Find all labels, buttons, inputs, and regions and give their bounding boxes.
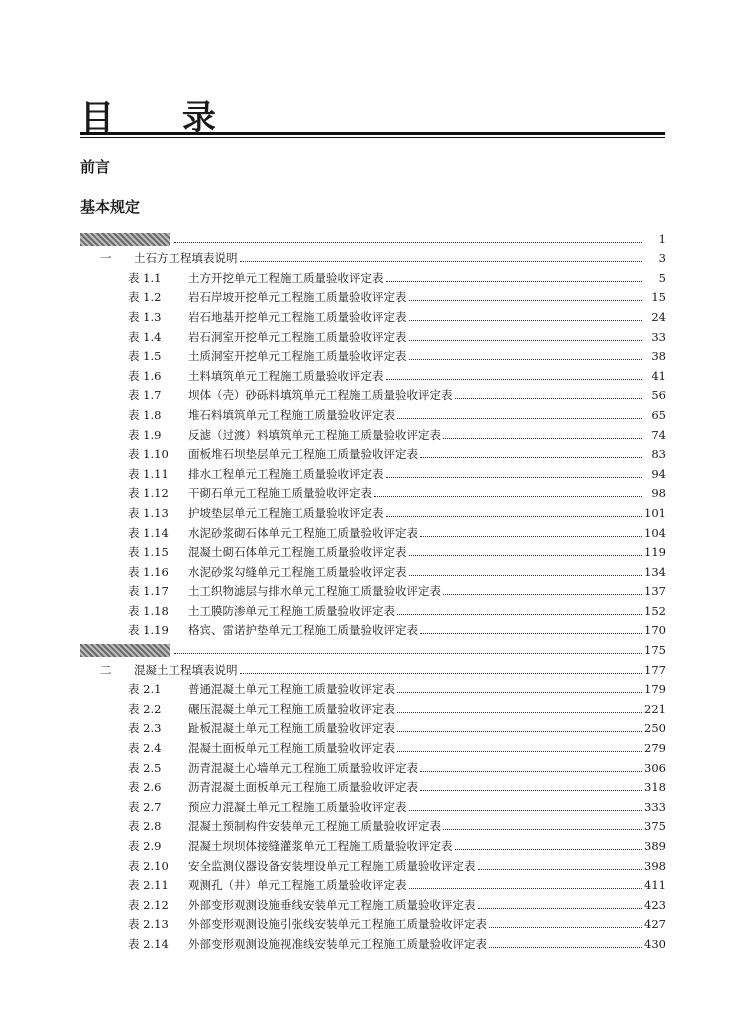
- toc-page-number: 104: [644, 525, 666, 540]
- toc-leader-dots: [420, 457, 642, 458]
- toc-leader-dots: [409, 320, 643, 321]
- toc-entry-item[interactable]: [80, 833, 666, 853]
- toc-entry-title: 沥青混凝土心墙单元工程施工质量验收评定表: [188, 760, 418, 775]
- toc-leader-dots: [409, 555, 643, 556]
- toc-entry-number: 表 2.1: [128, 682, 162, 697]
- toc-leader-dots: [174, 242, 642, 243]
- toc-leader-dots: [174, 653, 642, 654]
- toc-leader-dots: [397, 731, 642, 732]
- toc-leader-dots: [397, 418, 642, 419]
- toc-entry-chapter[interactable]: [80, 226, 666, 246]
- toc-entry-item[interactable]: [80, 324, 666, 344]
- toc-entry-number: 表 1.5: [128, 349, 162, 364]
- toc-leader-dots: [386, 516, 643, 517]
- toc-entry-item[interactable]: [80, 618, 666, 638]
- toc-entry-number: 表 1.7: [128, 388, 162, 403]
- toc-entry-section[interactable]: [80, 657, 666, 677]
- toc-leader-dots: [386, 477, 643, 478]
- toc-entry-section[interactable]: [80, 246, 666, 266]
- toc-page-number: 38: [651, 349, 666, 364]
- toc-entry-title: 外部变形观测设施引张线安装单元工程施工质量验收评定表: [188, 917, 487, 932]
- toc-entry-title: 土方开挖单元工程施工质量验收评定表: [188, 270, 384, 285]
- toc-leader-dots: [443, 829, 642, 830]
- toc-entry-number: 表 1.15: [128, 545, 169, 560]
- toc-page-number: 3: [658, 251, 666, 266]
- toc-entry-number: 表 1.18: [128, 603, 169, 618]
- toc-entry-number: 表 2.4: [128, 741, 162, 756]
- toc-entry-item[interactable]: [80, 344, 666, 364]
- toc-leader-dots: [489, 927, 642, 928]
- toc-entry-number: 表 1.1: [128, 270, 162, 285]
- toc-entry-title: 坝体（壳）砂砾料填筑单元工程施工质量验收评定表: [188, 388, 453, 403]
- toc-leader-dots: [409, 888, 643, 889]
- toc-entry-title: 土工膜防渗单元工程施工质量验收评定表: [188, 603, 395, 618]
- toc-entry-title: 排水工程单元工程施工质量验收评定表: [188, 466, 384, 481]
- toc-entry-title: 水泥砂浆砌石体单元工程施工质量验收评定表: [188, 525, 418, 540]
- basic-rules-heading: 基本规定: [80, 198, 141, 216]
- toc-entry-title: 普通混凝土单元工程施工质量验收评定表: [188, 682, 395, 697]
- toc-entry-title: 护坡垫层单元工程施工质量验收评定表: [188, 505, 384, 520]
- chapter-heading-obscured: [80, 644, 170, 657]
- toc-entry-item[interactable]: [80, 500, 666, 520]
- toc-entry-number: 表 2.9: [128, 839, 162, 853]
- toc-page-number: 152: [644, 603, 666, 618]
- toc-entry-number: 表 1.8: [128, 407, 162, 422]
- toc-entry-number: 表 2.8: [128, 819, 162, 834]
- toc-entry-item[interactable]: [80, 304, 666, 324]
- toc-page-number: 427: [644, 917, 666, 932]
- toc-entry-item[interactable]: [80, 873, 666, 893]
- toc-entry-number: 表 2.11: [128, 878, 169, 893]
- toc-entry-title: 外部变形观测设施垂线安装单元工程施工质量验收评定表: [188, 897, 476, 912]
- toc-leader-dots: [409, 575, 643, 576]
- toc-leader-dots: [420, 633, 642, 634]
- toc-leader-dots: [409, 359, 643, 360]
- toc-entry-title: 混凝土砌石体单元工程施工质量验收评定表: [188, 545, 407, 560]
- toc-entry-item[interactable]: [80, 363, 666, 383]
- toc-entry-item[interactable]: [80, 520, 666, 540]
- toc-entry-title: 混凝土工程填表说明: [134, 662, 238, 677]
- toc-entry-item[interactable]: [80, 383, 666, 403]
- toc-entry-item[interactable]: [80, 285, 666, 305]
- toc-entry-item[interactable]: [80, 481, 666, 501]
- toc-leader-dots: [409, 300, 643, 301]
- toc-leader-dots: [386, 281, 643, 282]
- toc-leader-dots: [409, 340, 643, 341]
- toc-entry-item[interactable]: [80, 755, 666, 775]
- chapter-heading-obscured: [80, 233, 170, 246]
- toc-page-number: 24: [651, 309, 666, 324]
- toc-entry-item[interactable]: [80, 559, 666, 579]
- toc-entry-chapter[interactable]: [80, 637, 666, 657]
- toc-entry-title: 土石方工程填表说明: [134, 251, 238, 266]
- toc-page-number: 94: [651, 466, 666, 481]
- toc-leader-dots: [240, 673, 643, 674]
- toc-page-number: 98: [651, 486, 666, 501]
- toc-entry-number: 表 2.5: [128, 760, 162, 775]
- toc-entry-item[interactable]: [80, 461, 666, 481]
- toc-leader-dots: [420, 771, 642, 772]
- toc-entry-number: 表 1.13: [128, 505, 169, 520]
- toc-entry-item[interactable]: [80, 402, 666, 422]
- toc-entry-number: 表 2.14: [128, 936, 169, 951]
- toc-entry-title: 堆石料填筑单元工程施工质量验收评定表: [188, 407, 395, 422]
- toc-list: [80, 226, 666, 951]
- toc-entry-title: 岩石地基开挖单元工程施工质量验收评定表: [188, 309, 407, 324]
- toc-entry-item[interactable]: [80, 540, 666, 560]
- toc-entry-item[interactable]: [80, 912, 666, 932]
- toc-page-number: 33: [651, 329, 666, 344]
- title-rule-thin: [80, 137, 665, 138]
- toc-page-number: 398: [644, 858, 666, 873]
- toc-leader-dots: [374, 496, 642, 497]
- toc-entry-item[interactable]: [80, 814, 666, 834]
- toc-entry-title: 安全监测仪器设备安装埋设单元工程施工质量验收评定表: [188, 858, 476, 873]
- toc-entry-title: 混凝土预制构件安装单元工程施工质量验收评定表: [188, 819, 441, 834]
- preface-heading: 前言: [80, 158, 111, 176]
- toc-page-number: 56: [651, 388, 666, 403]
- toc-entry-title: 水泥砂浆勾缝单元工程施工质量验收评定表: [188, 564, 407, 579]
- toc-entry-item[interactable]: [80, 696, 666, 716]
- toc-entry-item[interactable]: [80, 442, 666, 462]
- toc-entry-title: 干砌石单元工程施工质量验收评定表: [188, 486, 372, 501]
- toc-entry-number: 表 1.2: [128, 290, 162, 305]
- toc-entry-item[interactable]: [80, 735, 666, 755]
- toc-page-number: 177: [644, 662, 666, 677]
- toc-entry-title: 混凝土坝坝体接缝灌浆单元工程施工质量验收评定表: [188, 839, 453, 853]
- toc-entry-number: 表 2.10: [128, 858, 169, 873]
- toc-entry-title: 岩石岸坡开挖单元工程施工质量验收评定表: [188, 290, 407, 305]
- toc-entry-number: 表 2.12: [128, 897, 169, 912]
- toc-leader-dots: [420, 790, 642, 791]
- toc-leader-dots: [386, 379, 643, 380]
- toc-page-number: 411: [644, 878, 666, 893]
- toc-page-number: 1: [658, 231, 666, 246]
- toc-entry-number: 二: [100, 662, 112, 677]
- toc-leader-dots: [455, 849, 643, 850]
- toc-leader-dots: [443, 594, 642, 595]
- page-title: 目 录: [80, 98, 244, 138]
- toc-entry-item[interactable]: [80, 579, 666, 599]
- toc-entry-item[interactable]: [80, 598, 666, 618]
- toc-page-number: 423: [644, 897, 666, 912]
- toc-page-number: 101: [644, 505, 666, 520]
- toc-entry-title: 外部变形观测设施视准线安装单元工程施工质量验收评定表: [188, 936, 487, 951]
- toc-page-number: 170: [644, 623, 666, 638]
- toc-entry-item[interactable]: [80, 892, 666, 912]
- toc-page-number: 83: [651, 447, 666, 462]
- toc-entry-title: 岩石洞室开挖单元工程施工质量验收评定表: [188, 329, 407, 344]
- toc-page-number: 318: [644, 780, 666, 795]
- toc-entry-title: 土料填筑单元工程施工质量验收评定表: [188, 368, 384, 383]
- toc-entry-number: 表 2.13: [128, 917, 169, 932]
- toc-page-number: 15: [651, 290, 666, 305]
- toc-page-number: 179: [644, 682, 666, 697]
- toc-leader-dots: [397, 751, 642, 752]
- toc-leader-dots: [489, 947, 642, 948]
- toc-entry-item[interactable]: [80, 794, 666, 814]
- toc-entry-number: 表 1.6: [128, 368, 162, 383]
- toc-entry-number: 表 2.3: [128, 721, 162, 736]
- toc-page-number: 389: [644, 839, 666, 853]
- toc-entry-number: 一: [100, 251, 112, 266]
- toc-entry-item[interactable]: [80, 265, 666, 285]
- toc-page-number: 279: [644, 741, 666, 756]
- toc-leader-dots: [455, 398, 643, 399]
- toc-entry-title: 混凝土面板单元工程施工质量验收评定表: [188, 741, 395, 756]
- toc-page-number: 41: [651, 368, 666, 383]
- toc-page-number: 375: [644, 819, 666, 834]
- toc-entry-number: 表 1.9: [128, 427, 162, 442]
- toc-entry-title: 碾压混凝土单元工程施工质量验收评定表: [188, 701, 395, 716]
- toc-page-number: 333: [644, 799, 666, 814]
- toc-entry-item[interactable]: [80, 931, 666, 951]
- toc-leader-dots: [443, 438, 642, 439]
- toc-entry-number: 表 1.19: [128, 623, 169, 638]
- toc-entry-item[interactable]: [80, 677, 666, 697]
- toc-entry-title: 面板堆石坝垫层单元工程施工质量验收评定表: [188, 447, 418, 462]
- toc-page-number: 306: [644, 760, 666, 775]
- toc-page-number: 430: [644, 936, 666, 951]
- toc-page-number: 221: [644, 701, 666, 716]
- toc-entry-number: 表 2.6: [128, 780, 162, 795]
- toc-entry-item[interactable]: [80, 775, 666, 795]
- toc-entry-title: 反滤（过渡）料填筑单元工程施工质量验收评定表: [188, 427, 441, 442]
- toc-page-number: 5: [658, 270, 666, 285]
- toc-entry-number: 表 2.7: [128, 799, 162, 814]
- toc-entry-number: 表 1.4: [128, 329, 162, 344]
- toc-entry-number: 表 2.2: [128, 701, 162, 716]
- toc-entry-number: 表 1.3: [128, 309, 162, 324]
- toc-page-number: 250: [644, 721, 666, 736]
- toc-page-number: 175: [644, 643, 666, 658]
- toc-entry-title: 预应力混凝土单元工程施工质量验收评定表: [188, 799, 407, 814]
- toc-page-number: 74: [651, 427, 666, 442]
- toc-entry-title: 观测孔（井）单元工程施工质量验收评定表: [188, 878, 407, 893]
- toc-entry-number: 表 1.16: [128, 564, 169, 579]
- toc-entry-item[interactable]: [80, 716, 666, 736]
- toc-leader-dots: [240, 261, 643, 262]
- toc-page-number: 134: [644, 564, 666, 579]
- toc-entry-title: 格宾、雷诺护垫单元工程施工质量验收评定表: [188, 623, 418, 638]
- toc-entry-title: 土质洞室开挖单元工程施工质量验收评定表: [188, 349, 407, 364]
- toc-page-number: 119: [644, 545, 666, 560]
- toc-leader-dots: [420, 536, 642, 537]
- toc-leader-dots: [478, 869, 643, 870]
- toc-entry-item[interactable]: [80, 422, 666, 442]
- toc-entry-number: 表 1.12: [128, 486, 169, 501]
- toc-leader-dots: [397, 692, 642, 693]
- toc-entry-number: 表 1.17: [128, 584, 169, 599]
- toc-entry-item[interactable]: [80, 853, 666, 873]
- toc-entry-title: 土工织物滤层与排水单元工程施工质量验收评定表: [188, 584, 441, 599]
- toc-page-number: 137: [644, 584, 666, 599]
- toc-entry-number: 表 1.11: [128, 466, 169, 481]
- toc-entry-number: 表 1.14: [128, 525, 169, 540]
- toc-leader-dots: [397, 712, 642, 713]
- toc-entry-number: 表 1.10: [128, 447, 169, 462]
- toc-entry-title: 沥青混凝土面板单元工程施工质量验收评定表: [188, 780, 418, 795]
- title-rule: [80, 132, 665, 135]
- toc-page-number: 65: [651, 407, 666, 422]
- toc-leader-dots: [397, 614, 642, 615]
- toc-entry-title: 趾板混凝土单元工程施工质量验收评定表: [188, 721, 395, 736]
- toc-leader-dots: [478, 908, 643, 909]
- toc-leader-dots: [409, 810, 643, 811]
